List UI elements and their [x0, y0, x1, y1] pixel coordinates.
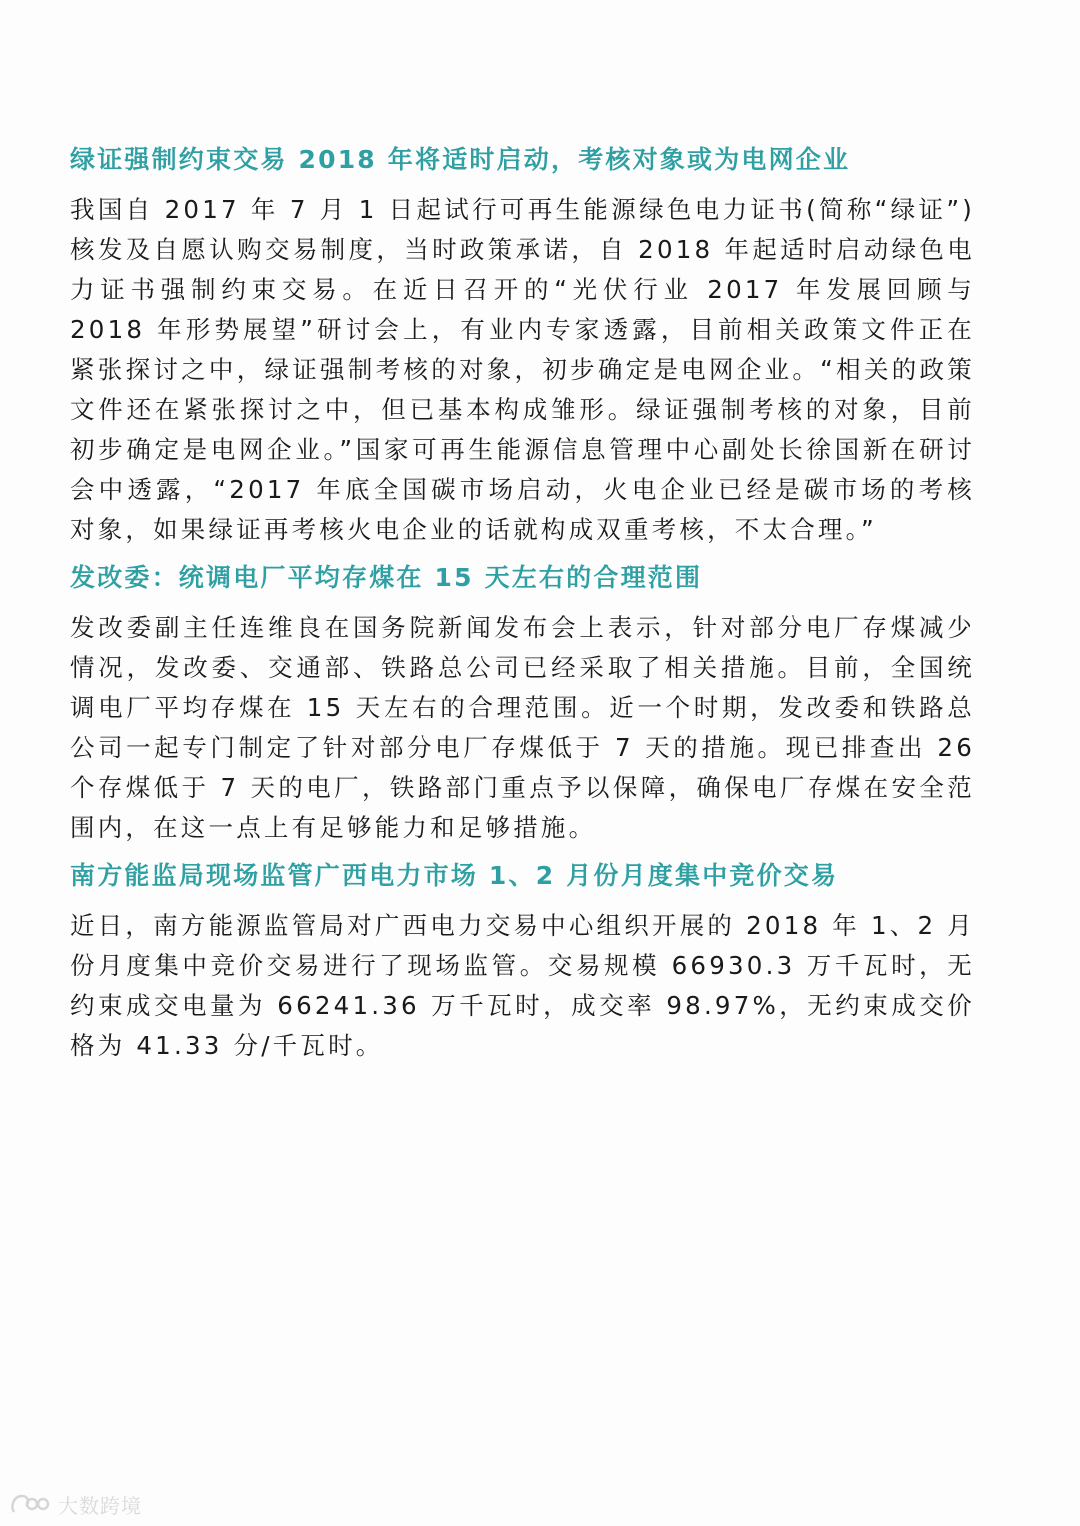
section-paragraph: 我国自 2017 年 7 月 1 日起试行可再生能源绿色电力证书(简称“绿证”)核发及自愿认购交易制度，当时政策承诺，自 2018 年起适时启动绿色电力证书强制约束交易。在近日召开的“光伏行业 2017 年发展回顾与 2018 年形势展望”研讨会上，有业内专家透露，目前相关政策文件正在紧张探讨之中，绿证强制考核的对象，初步确定是电网企业。“相关的政策文件还在紧张探讨之中，但已基本构成雏形。绿证强制考核的对象，目前初步确定是电网企业。”国家可再生能源信息管理中心副处长徐国新在研讨会中透露，“2017 年底全国碳市场启动，火电企业已经是碳市场的考核对象，如果绿证再考核火电企业的话就构成双重考核，不太合理。” — [70, 195, 975, 544]
section-paragraph: 近日，南方能源监管局对广西电力交易中心组织开展的 2018 年 1、2 月份月度集中竞价交易进行了现场监管。交易规模 66930.3 万千瓦时，无约束成交电量为 66241.36 万千瓦时，成交率 98.97%，无约束成交价格为 41.33 分/千瓦时。 — [70, 911, 975, 1060]
section-heading: 发改委：统调电厂平均存煤在 15 天左右的合理范围 — [70, 563, 703, 592]
section-paragraph: 发改委副主任连维良在国务院新闻发布会上表示，针对部分电厂存煤减少情况，发改委、交通部、铁路总公司已经采取了相关措施。目前，全国统调电厂平均存煤在 15 天左右的合理范围。近一个时期，发改委和铁路总公司一起专门制定了针对部分电厂存煤低于 7 天的措施。现已排查出 26 个存煤低于 7 天的电厂，铁路部门重点予以保障，确保电厂存煤在安全范围内，在这一点上有足够能力和足够措施。 — [70, 613, 975, 842]
news-section — [70, 140, 975, 550]
article-content — [70, 140, 975, 1074]
news-section — [70, 558, 975, 848]
news-section — [70, 856, 975, 1066]
section-heading: 南方能监局现场监管广西电力市场 1、2 月份月度集中竞价交易 — [70, 861, 839, 890]
brand-logo-icon — [8, 1490, 52, 1518]
watermark — [8, 1488, 142, 1520]
section-heading: 绿证强制约束交易 2018 年将适时启动，考核对象或为电网企业 — [70, 145, 851, 174]
watermark-text: 大数跨境 — [58, 1493, 142, 1518]
